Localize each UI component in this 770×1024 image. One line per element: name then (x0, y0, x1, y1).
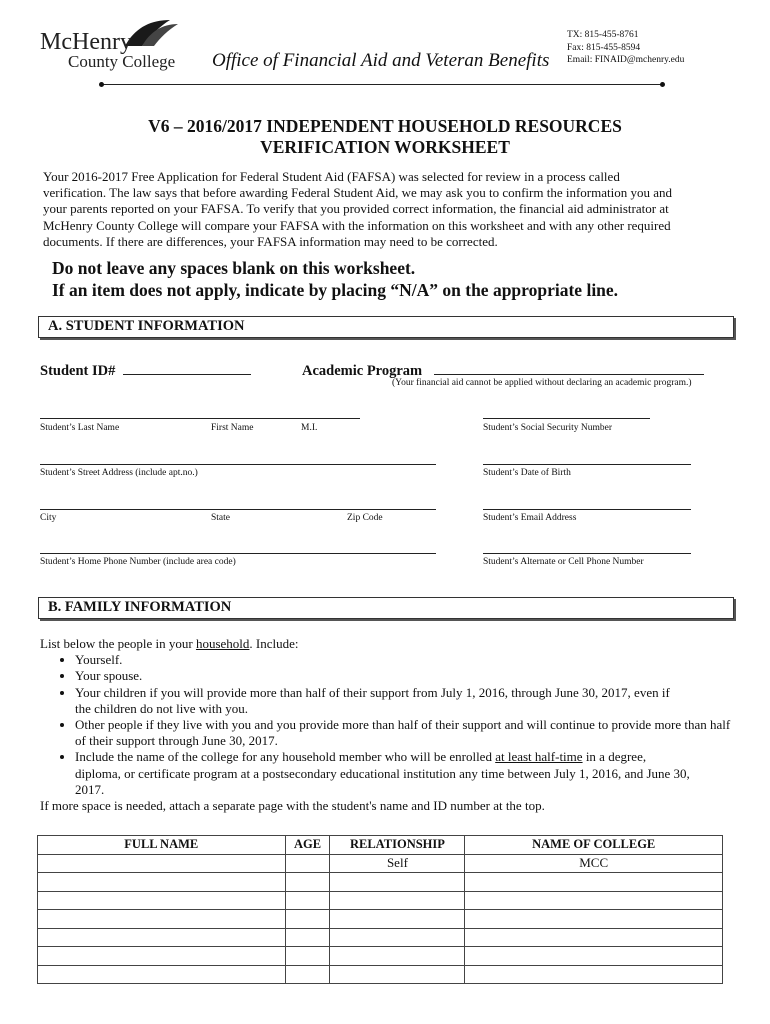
header-divider (102, 84, 662, 85)
home-phone-label: Student’s Home Phone Number (include area code) (40, 557, 236, 567)
cell-full-name[interactable] (38, 910, 286, 929)
column-age: AGE (285, 836, 330, 855)
table-row (38, 854, 723, 873)
bullet-item: • Other people if they live with you and you provide more than half of their support and will continue to provide more than half of their support through June 30, 2017. (75, 717, 740, 749)
document-title (0, 116, 770, 158)
bullet-item: • Your children if you will provide more than half of their support from July 1, 2016, through June 30, 2017, even if the children do not live with you. (75, 685, 675, 717)
intro-paragraph (43, 169, 733, 250)
cell-age[interactable] (285, 928, 330, 947)
academic-program-note: (Your financial aid cannot be applied without declaring an academic program.) (392, 378, 692, 388)
city-label: City (40, 513, 57, 523)
title-line-1: V6 – 2016/2017 INDEPENDENT HOUSEHOLD RESOURCES (148, 116, 622, 136)
intro-line: McHenry County College will compare your FAFSA with the information on this worksheet and with any other required (43, 217, 671, 233)
divider-dot-right (660, 82, 665, 87)
office-title: Office of Financial Aid and Veteran Benefits (212, 50, 550, 71)
cell-college[interactable] (465, 928, 723, 947)
contact-email: Email: FINAID@mchenry.edu (567, 55, 685, 65)
cell-college[interactable] (465, 910, 723, 929)
academic-program-input[interactable] (434, 360, 704, 375)
table-row (38, 910, 723, 929)
student-id-label: Student ID# (40, 363, 116, 379)
intro-line: your parents reported on your FAFSA. To verify that you provided correct information, the financial aid administrator at (43, 201, 669, 217)
mi-label: M.I. (301, 423, 318, 433)
table-row (38, 928, 723, 947)
name-input-line[interactable] (40, 418, 360, 419)
household-bullets (40, 652, 740, 798)
cell-relationship[interactable] (330, 891, 465, 910)
more-space-note: If more space is needed, attach a separate page with the student's name and ID number at the top. (40, 798, 545, 814)
contact-fax: Fax: 815-455-8594 (567, 42, 641, 53)
cell-relationship[interactable] (330, 947, 465, 966)
cell-age[interactable] (285, 910, 330, 929)
academic-program-label: Academic Program (302, 363, 423, 379)
bullet-item: • Yourself. (75, 652, 740, 668)
intro-line: Your 2016-2017 Free Application for Federal Student Aid (FAFSA) was selected for review in a process called (43, 169, 620, 184)
alt-phone-input-line[interactable] (483, 553, 691, 554)
email-input-line[interactable] (483, 509, 691, 510)
cell-full-name[interactable] (38, 965, 286, 984)
cell-college[interactable] (465, 965, 723, 984)
cell-full-name[interactable] (38, 928, 286, 947)
alt-phone-label: Student’s Alternate or Cell Phone Number (483, 557, 644, 567)
cell-relationship[interactable]: Self (330, 854, 465, 873)
divider-dot-left (99, 82, 104, 87)
intro-line: documents. If there are differences, your FAFSA information may need to be corrected. (43, 233, 498, 249)
bullet-item: • Include the name of the college for any household member who will be enrolled at least half-time in a degree, diploma, or certificate program at a postsecondary educational institution any time between July 1, 2016, and June 30, 2017. (75, 749, 695, 798)
column-full-name: FULL NAME (38, 836, 286, 855)
cell-college[interactable] (465, 947, 723, 966)
dob-label: Student’s Date of Birth (483, 468, 571, 478)
cell-relationship[interactable] (330, 910, 465, 929)
cell-college[interactable] (465, 873, 723, 892)
contact-info (567, 29, 684, 67)
cell-college[interactable] (465, 891, 723, 910)
address-input-line[interactable] (40, 464, 436, 465)
logo-text-mchenry: McHenry (40, 29, 132, 55)
warning-line-2: If an item does not apply, indicate by placing “N/A” on the appropriate line. (52, 280, 619, 300)
cell-full-name[interactable] (38, 873, 286, 892)
column-college: NAME OF COLLEGE (465, 836, 723, 855)
zip-label: Zip Code (347, 513, 383, 523)
address-label: Student’s Street Address (include apt.no.) (40, 468, 198, 478)
city-state-zip-input-line[interactable] (40, 509, 436, 510)
state-label: State (211, 513, 230, 523)
cell-age[interactable] (285, 965, 330, 984)
table-header-row (38, 836, 723, 855)
cell-full-name[interactable] (38, 947, 286, 966)
logo-text-county-college: County College (68, 52, 176, 71)
ssn-input-line[interactable] (483, 418, 650, 419)
intro-line: verification. The law says that before awarding Federal Student Aid, we may ask you to confirm the information you and (43, 185, 673, 201)
family-instructions (40, 636, 740, 814)
table-row (38, 965, 723, 984)
cell-relationship[interactable] (330, 928, 465, 947)
cell-age[interactable] (285, 947, 330, 966)
warning-line-1: Do not leave any spaces blank on this worksheet. (52, 258, 416, 278)
bullet-item: • Your spouse. (75, 668, 740, 684)
warning-notice (52, 257, 618, 301)
cell-age[interactable] (285, 891, 330, 910)
student-id-field (40, 360, 251, 380)
cell-relationship[interactable] (330, 965, 465, 984)
table-row (38, 947, 723, 966)
section-b-title: B. FAMILY INFORMATION (48, 599, 232, 615)
ssn-label: Student’s Social Security Number (483, 423, 613, 433)
household-table (37, 835, 723, 984)
table-row (38, 891, 723, 910)
household-intro: List below the people in your household. Include: (40, 636, 299, 651)
academic-program-field (302, 360, 704, 380)
cell-age[interactable] (285, 873, 330, 892)
last-name-label: Student’s Last Name (40, 423, 120, 433)
first-name-label: First Name (211, 423, 254, 433)
dob-input-line[interactable] (483, 464, 691, 465)
section-a-title: A. STUDENT INFORMATION (48, 318, 245, 334)
email-label: Student’s Email Address (483, 513, 577, 523)
cell-age[interactable] (285, 854, 330, 873)
contact-phone: TX: 815-455-8761 (567, 30, 639, 40)
column-relationship: RELATIONSHIP (330, 836, 465, 855)
cell-college[interactable]: MCC (465, 854, 723, 873)
cell-relationship[interactable] (330, 873, 465, 892)
title-line-2: VERIFICATION WORKSHEET (260, 137, 510, 157)
home-phone-input-line[interactable] (40, 553, 436, 554)
cell-full-name[interactable] (38, 891, 286, 910)
cell-full-name[interactable] (38, 854, 286, 873)
student-id-input[interactable] (123, 360, 251, 375)
table-row (38, 873, 723, 892)
